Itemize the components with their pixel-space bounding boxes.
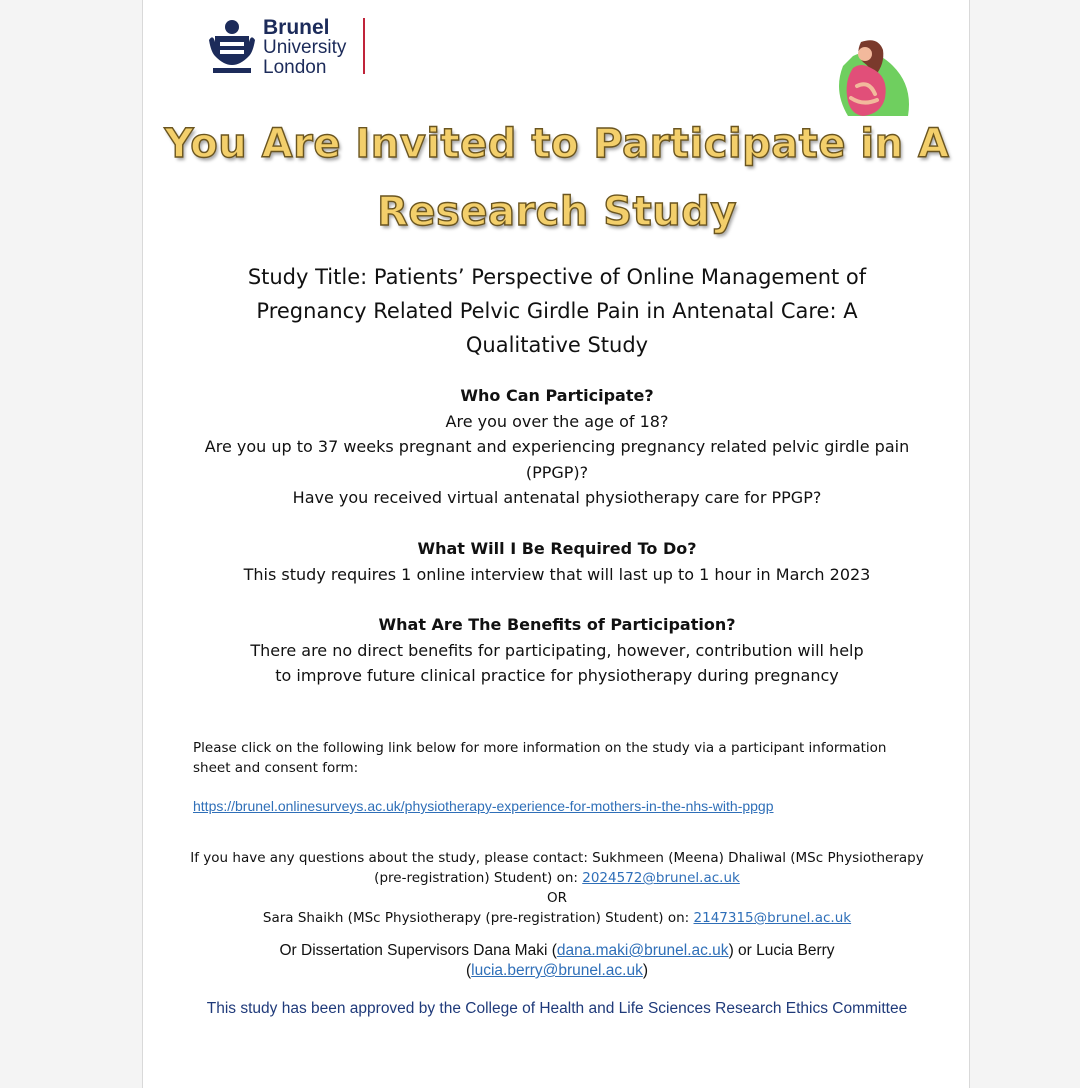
study-title-line-3: Qualitative Study (465, 333, 649, 357)
logo-london: London (263, 57, 327, 78)
contact-or: OR (546, 890, 567, 906)
survey-link[interactable]: https://brunel.onlinesurveys.ac.uk/physiotherapy-experience-for-mothers-in-the-nhs-with-ppgp (193, 798, 774, 814)
contact-line-2-prefix: (pre-registration) Student) on: (374, 870, 583, 886)
logo-brunel: Brunel (263, 16, 330, 39)
supervisors-close-paren: ) (642, 962, 649, 979)
email-link-dana[interactable]: dana.maki@brunel.ac.uk (556, 942, 729, 959)
supervisors-prefix: Or Dissertation Supervisors Dana Maki ( (279, 942, 557, 959)
who-can-participate-section (163, 383, 951, 511)
benefits-text: There are no direct benefits for participating, however, contribution will help to improve future clinical practice for physiotherapy during pregnancy (250, 640, 864, 685)
benefits-section (163, 612, 951, 689)
email-link-lucia[interactable]: lucia.berry@brunel.ac.uk (471, 962, 643, 979)
contact-block (163, 848, 951, 928)
brunel-logo (207, 16, 387, 78)
who-question-care: Have you received virtual antenatal physiotherapy care for PPGP? (292, 488, 822, 507)
supervisors-open-paren: ( (465, 962, 472, 979)
benefits-heading: What Are The Benefits of Participation? (378, 615, 736, 634)
who-heading: Who Can Participate? (460, 386, 654, 405)
flyer-page (142, 0, 970, 1088)
contact-line-2 (163, 868, 951, 888)
logo-divider (363, 18, 365, 74)
ethics-approval-note: This study has been approved by the College of Health and Life Sciences Research Ethics Committee (206, 1000, 908, 1017)
study-title (183, 260, 931, 362)
requirements-text: This study requires 1 online interview that will last up to 1 hour in March 2023 (243, 564, 871, 584)
contact-line-1: If you have any questions about the study, please contact: Sukhmeen (Meena) Dhaliwal (MSc Physiotherapy (190, 850, 924, 866)
who-question-age: Are you over the age of 18? (445, 411, 669, 431)
invitation-headline (143, 110, 971, 246)
requirements-section (163, 536, 951, 587)
who-question-pregnancy-cont: (PPGP)? (525, 462, 589, 482)
supervisors-block (203, 941, 911, 981)
email-link-meena[interactable]: 2024572@brunel.ac.uk (582, 870, 740, 886)
contact-line-3 (163, 908, 951, 928)
link-intro-text: Please click on the following link below for more information on the study via a participant information sheet and consent form: (193, 740, 887, 776)
supervisors-middle: ) or Lucia Berry (728, 942, 835, 959)
email-link-sara[interactable]: 2147315@brunel.ac.uk (693, 910, 852, 926)
who-question-pregnancy: Are you up to 37 weeks pregnant and experiencing pregnancy related pelvic girdle pain (204, 437, 910, 456)
study-title-line-2: Pregnancy Related Pelvic Girdle Pain in Antenatal Care: A (256, 299, 858, 323)
contact-line-3-prefix: Sara Shaikh (MSc Physiotherapy (pre-registration) Student) on: (262, 910, 694, 926)
requirements-heading: What Will I Be Required To Do? (417, 539, 697, 558)
university-crest-icon (207, 16, 257, 76)
study-title-line-1: Study Title: Patients’ Perspective of Online Management of (247, 265, 867, 289)
headline-line-2: Research Study (377, 189, 737, 235)
logo-university: University (263, 37, 347, 58)
headline-line-1: You Are Invited to Participate in A (164, 121, 950, 167)
